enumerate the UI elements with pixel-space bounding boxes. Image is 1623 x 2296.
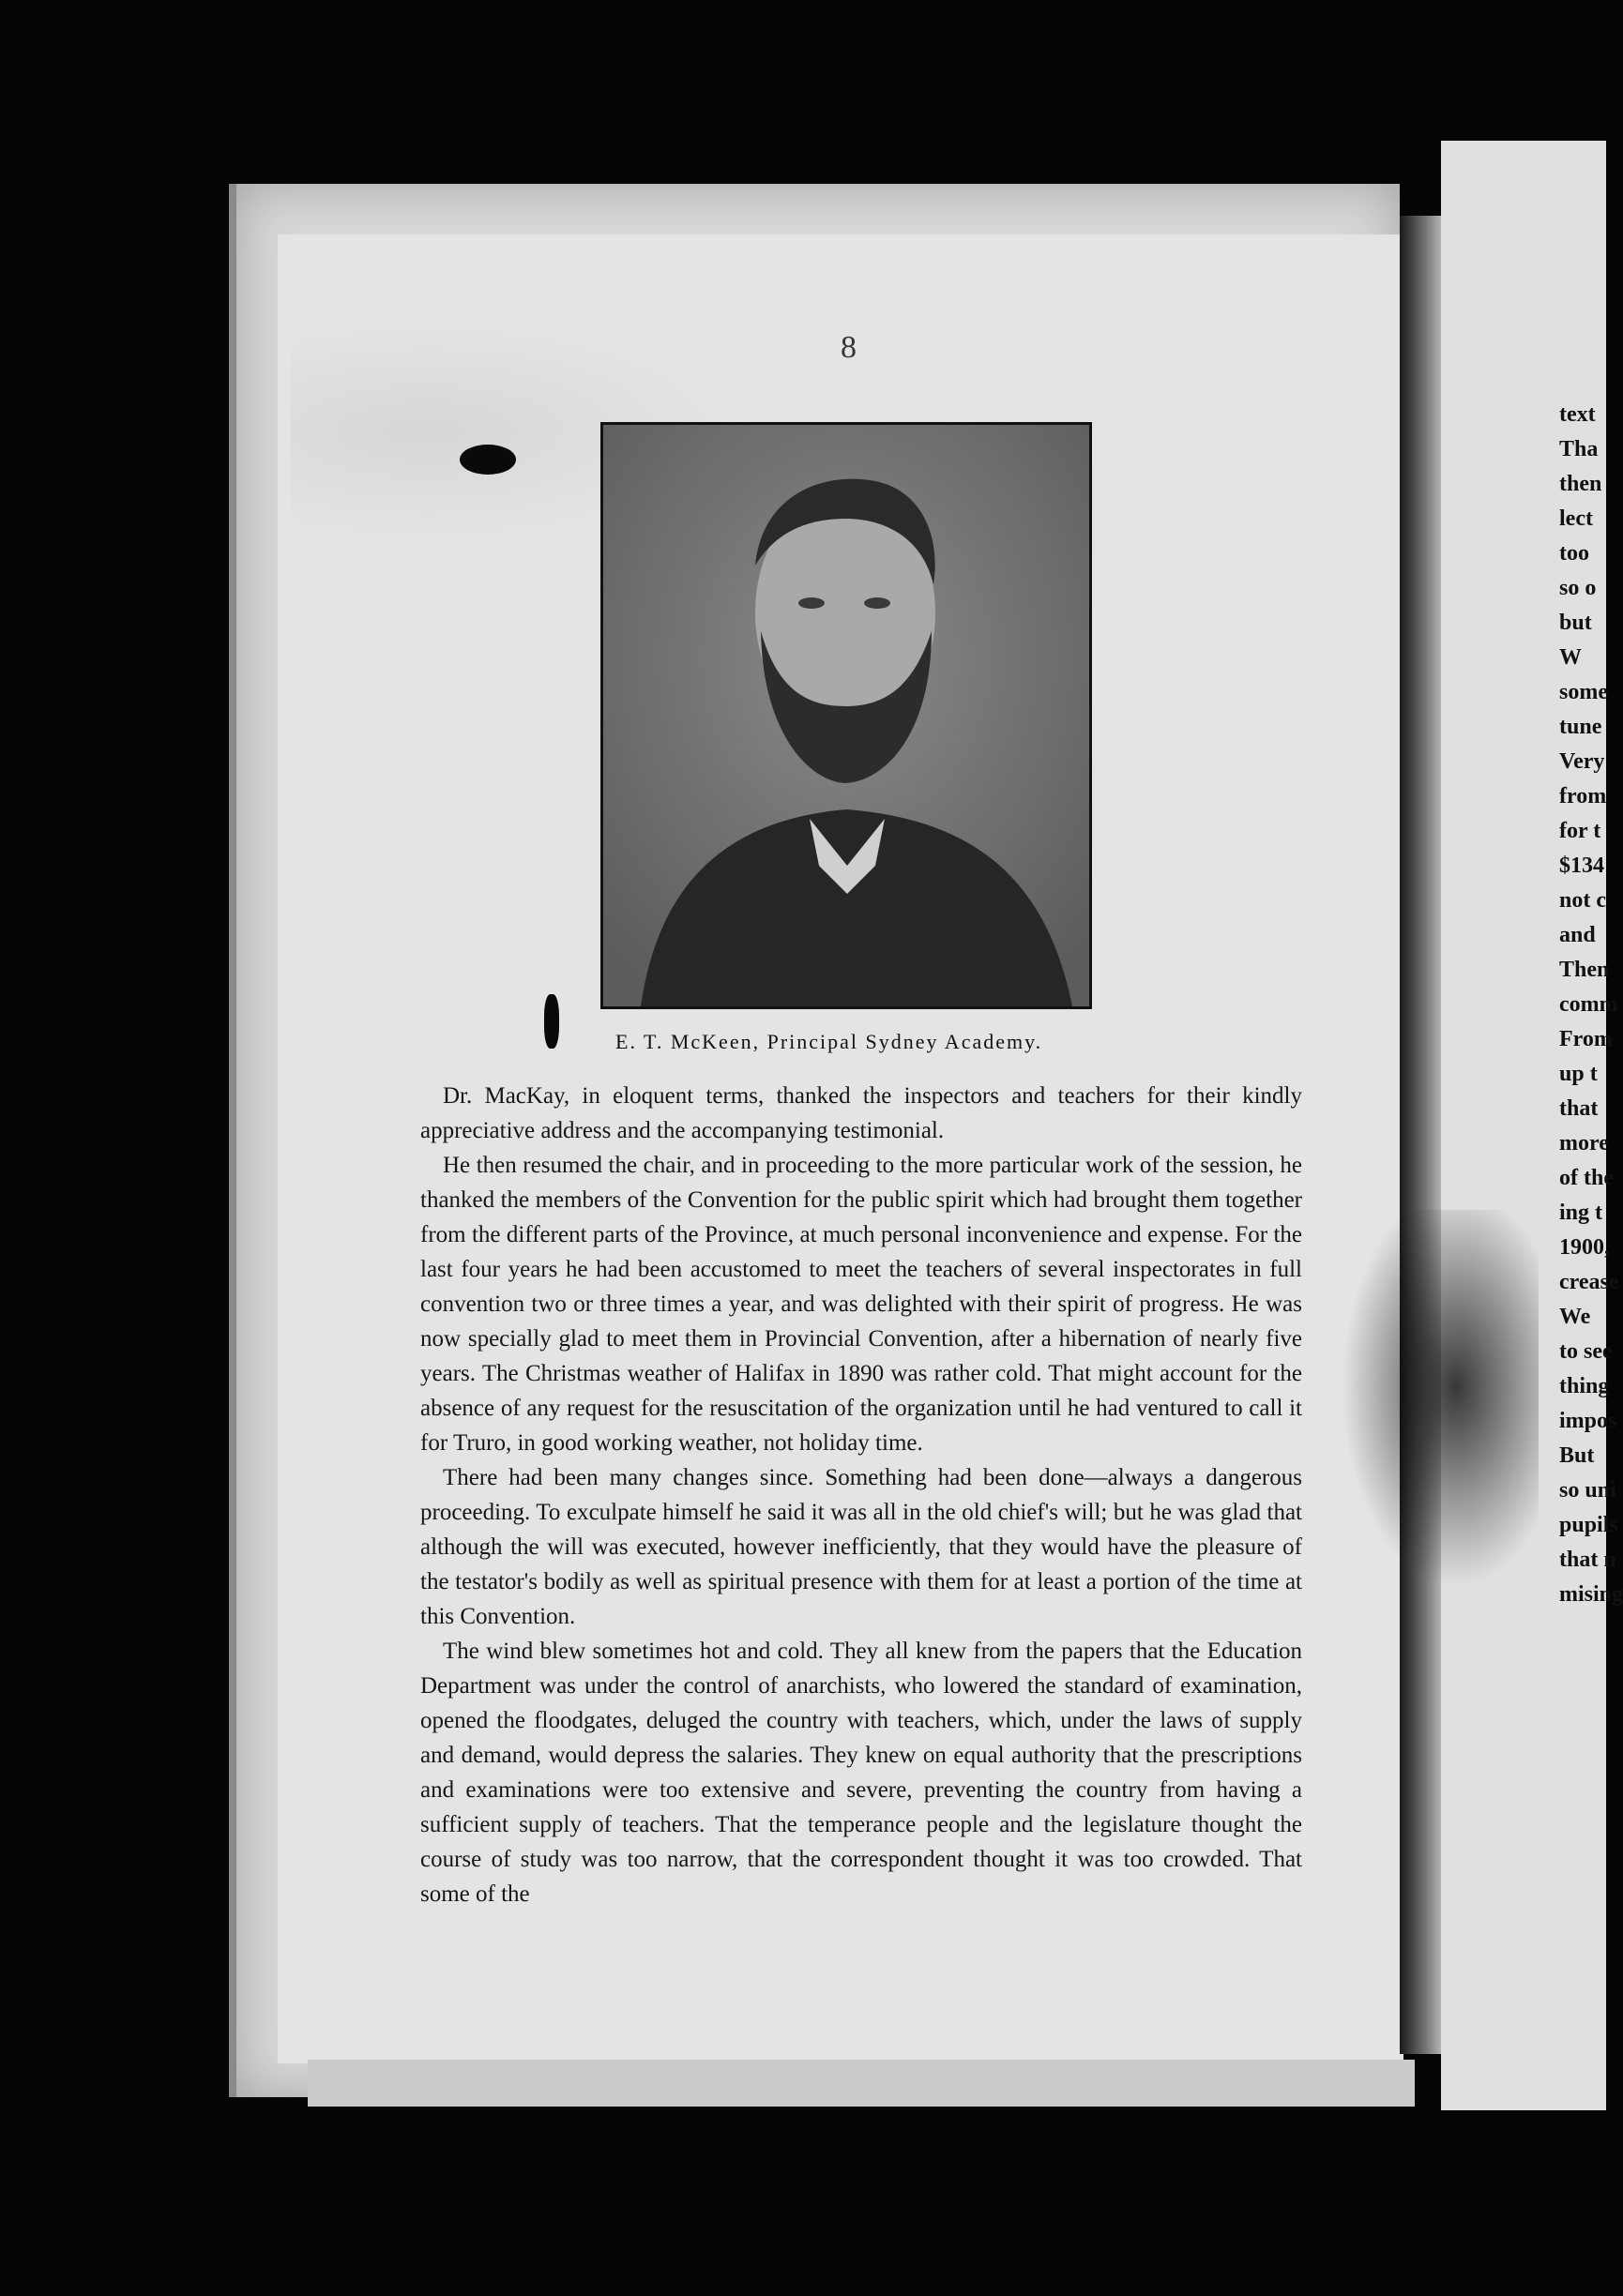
paragraph: There had been many changes since. Something had been done—always a dangerous proceeding. To exculpate himself he said it was all in the old chief's will; but he was glad that although the will was executed, however inefficiently, that they would have the pleasure of the testator's bodily as well as spiritual presence with them for at least a portion of the time at this Convention.: [420, 1465, 1302, 1629]
portrait-photo: [600, 422, 1092, 1009]
portrait-figure-icon: [603, 425, 1089, 1006]
paragraph: Dr. MacKay, in eloquent terms, thanked the inspectors and teachers for their kindly appreciative address and the accompanying testimonial.: [420, 1083, 1302, 1143]
paragraph: He then resumed the chair, and in proceeding to the more particular work of the session, he thanked the members of the Convention for the public spirit which had brought them together from the different parts of the Province, at much personal inconvenience and expense. For the last four years he had been accustomed to meet the teachers of several inspectorates in full convention two or three times a year, and was delighted with their spirit of progress. He was now specially glad to meet them in Provincial Convention, after a hibernation of nearly five years. The Christmas weather of Halifax in 1890 was rather cold. That might account for the absence of any request for the resuscitation of the organization until he had ventured to call it for Truro, in good working weather, not holiday time.: [420, 1153, 1302, 1456]
ink-blot: [460, 445, 516, 475]
page-fold: [1400, 216, 1447, 2054]
dark-smudge: [1332, 1210, 1539, 1604]
body-text: [420, 1079, 1302, 1911]
paragraph: The wind blew sometimes hot and cold. They all knew from the papers that the Education Department was under the control of anarchists, who lowered the standard of examination, opened the floodgates, deluged the country with teachers, which, under the laws of supply and demand, would depress the salaries. They knew on equal authority that the prescriptions and examinations were too extensive and severe, preventing the country from having a sufficient supply of teachers. That the temperance people and the legislature thought the course of study was too narrow, that the correspondent thought it was too crowded. That some of the: [420, 1639, 1302, 1907]
adjacent-page-text: text Tha then lect too so o but W some tune Very from for t $134 not c and Then comm From up t that more of the ing t 1900, crease We to see thing impos But so uni pupils that n mising: [1559, 402, 1623, 1607]
page-bottom-edge: [308, 2060, 1415, 2107]
photo-caption: E. T. McKeen, Principal Sydney Academy.: [615, 1030, 1043, 1053]
page-number: 8: [841, 330, 857, 365]
ink-blot: [544, 994, 559, 1049]
